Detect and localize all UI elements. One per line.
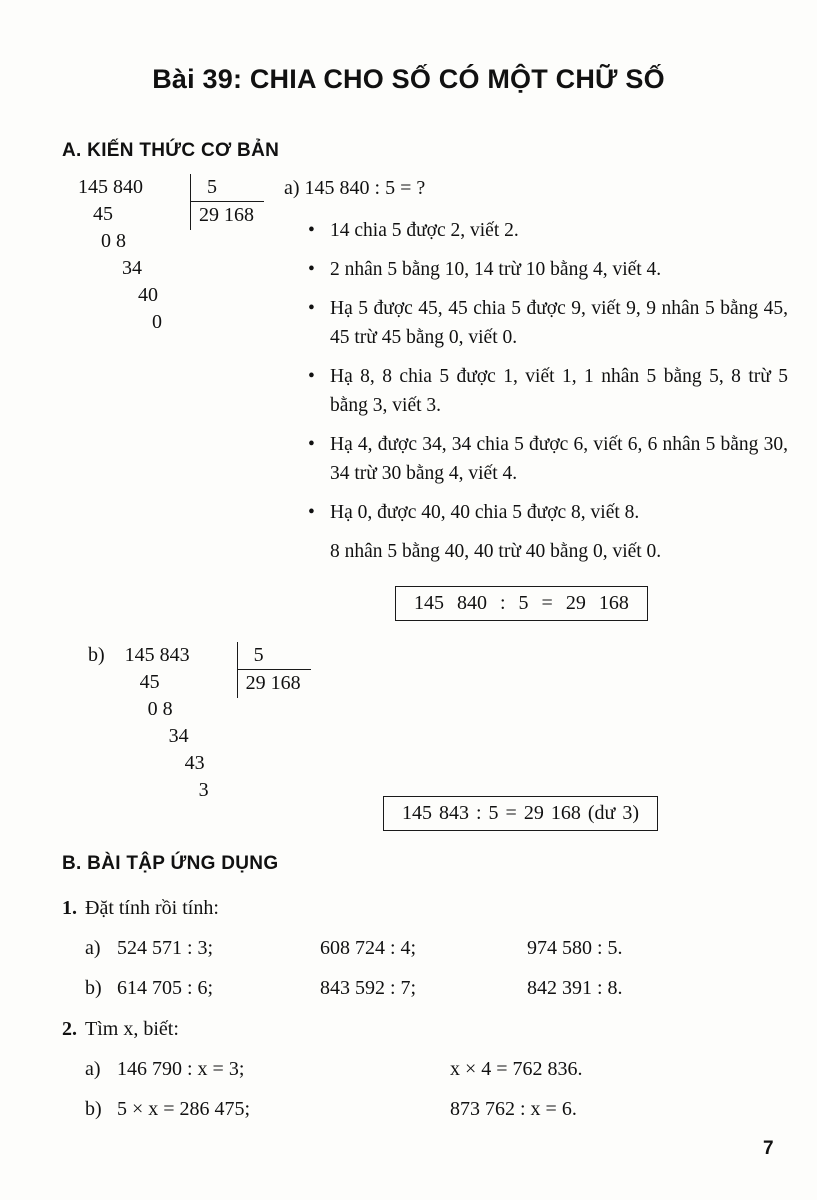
exercise-1-row-b xyxy=(85,977,623,1000)
division-step: 0 8 xyxy=(147,698,173,720)
exercise-item: 873 762 : x = 6. xyxy=(450,1098,577,1120)
exercise-title-text: Đặt tính rồi tính: xyxy=(85,897,219,919)
explanation-text: Hạ 8, 8 chia 5 được 1, viết 1, 1 nhân 5 bằng 5, 8 trừ 5 bằng 3, viết 3. xyxy=(330,366,788,416)
list-item xyxy=(308,498,788,527)
long-division-b xyxy=(88,642,311,804)
exercise-item: 614 705 : 6; xyxy=(117,977,214,999)
lesson-title: Bài 39: CHIA CHO SỐ CÓ MỘT CHỮ SỐ xyxy=(152,64,665,94)
bullet-icon: • xyxy=(308,298,315,319)
explanation-continuation: 8 nhân 5 bằng 40, 40 trừ 40 bằng 0, viết 0. xyxy=(330,541,662,562)
long-division-a xyxy=(78,174,264,336)
bullet-icon: • xyxy=(308,259,315,280)
exercise-item: 608 724 : 4; xyxy=(320,937,417,959)
result-box-a: 145 840 : 5 = 29 168 xyxy=(395,586,648,621)
result-box-b: 145 843 : 5 = 29 168 (dư 3) xyxy=(383,796,658,831)
exercise-item: x × 4 = 762 836. xyxy=(450,1058,583,1080)
list-item xyxy=(308,294,788,352)
division-step: 3 xyxy=(198,779,209,801)
division-step: 43 xyxy=(184,752,205,774)
division-step: 0 xyxy=(152,311,162,333)
row-label: b) xyxy=(85,1098,102,1120)
row-label: a) xyxy=(85,1058,101,1080)
exercise-number: 2. xyxy=(62,1018,77,1040)
division-left-column xyxy=(125,642,237,804)
row-label: b) xyxy=(85,977,102,999)
exercise-2-row-a xyxy=(85,1058,583,1081)
exercise-2-row-b xyxy=(85,1098,577,1121)
exercise-title-text: Tìm x, biết: xyxy=(85,1018,179,1040)
division-right-column xyxy=(190,174,264,230)
explanation-list xyxy=(308,216,788,566)
exercise-number: 1. xyxy=(62,897,77,919)
bullet-icon: • xyxy=(308,502,315,523)
division-dividend: 145 843 xyxy=(124,644,190,666)
division-left-column xyxy=(78,174,190,336)
exercise-item: 524 571 : 3; xyxy=(117,937,214,959)
explanation-text: Hạ 5 được 45, 45 chia 5 được 9, viết 9, 9 nhân 5 bằng 45, 45 trừ 45 bằng 0, viết 0. xyxy=(330,298,788,348)
exercise-1-title xyxy=(62,897,219,920)
list-item xyxy=(308,430,788,488)
division-step: 0 8 xyxy=(101,230,126,252)
exercise-1-row-a xyxy=(85,937,623,960)
bullet-icon: • xyxy=(308,366,315,387)
explanation-text: 14 chia 5 được 2, viết 2. xyxy=(330,220,519,241)
exercise-2-title xyxy=(62,1018,179,1041)
division-step: 34 xyxy=(168,725,189,747)
example-b-label: b) xyxy=(88,644,105,666)
division-step: 45 xyxy=(139,671,160,693)
explanation-text: 2 nhân 5 bằng 10, 14 trừ 10 bằng 4, viết 4. xyxy=(330,259,662,280)
exercise-item: 843 592 : 7; xyxy=(320,977,417,999)
division-step: 34 xyxy=(122,257,142,279)
bullet-icon: • xyxy=(308,220,315,241)
division-quotient: 29 168 xyxy=(238,669,311,698)
division-step: 40 xyxy=(138,284,158,306)
list-item xyxy=(308,216,788,245)
exercise-item: 974 580 : 5. xyxy=(527,937,623,959)
bullet-icon: • xyxy=(308,434,315,455)
division-dividend: 145 840 xyxy=(78,176,143,198)
list-item xyxy=(308,255,788,284)
division-right-column xyxy=(237,642,311,698)
section-b-heading: B. BÀI TẬP ỨNG DỤNG xyxy=(62,853,279,874)
division-divisor: 5 xyxy=(253,644,264,666)
page-number: 7 xyxy=(763,1138,774,1159)
explanation-text: Hạ 0, được 40, 40 chia 5 được 8, viết 8. xyxy=(330,502,640,523)
explanation-text: Hạ 4, được 34, 34 chia 5 được 6, viết 6, 6 nhân 5 bằng 30, 34 trừ 30 bằng 4, viết 4. xyxy=(330,434,788,484)
row-label: a) xyxy=(85,937,101,959)
division-divisor: 5 xyxy=(207,176,217,198)
division-step: 45 xyxy=(93,203,113,225)
exercise-item: 5 × x = 286 475; xyxy=(117,1098,251,1120)
exercise-item: 842 391 : 8. xyxy=(527,977,623,999)
list-item xyxy=(308,362,788,420)
exercise-item: 146 790 : x = 3; xyxy=(117,1058,245,1080)
division-quotient: 29 168 xyxy=(191,201,264,230)
example-a-label: a) 145 840 : 5 = ? xyxy=(284,177,426,199)
section-a-heading: A. KIẾN THỨC CƠ BẢN xyxy=(62,140,280,161)
